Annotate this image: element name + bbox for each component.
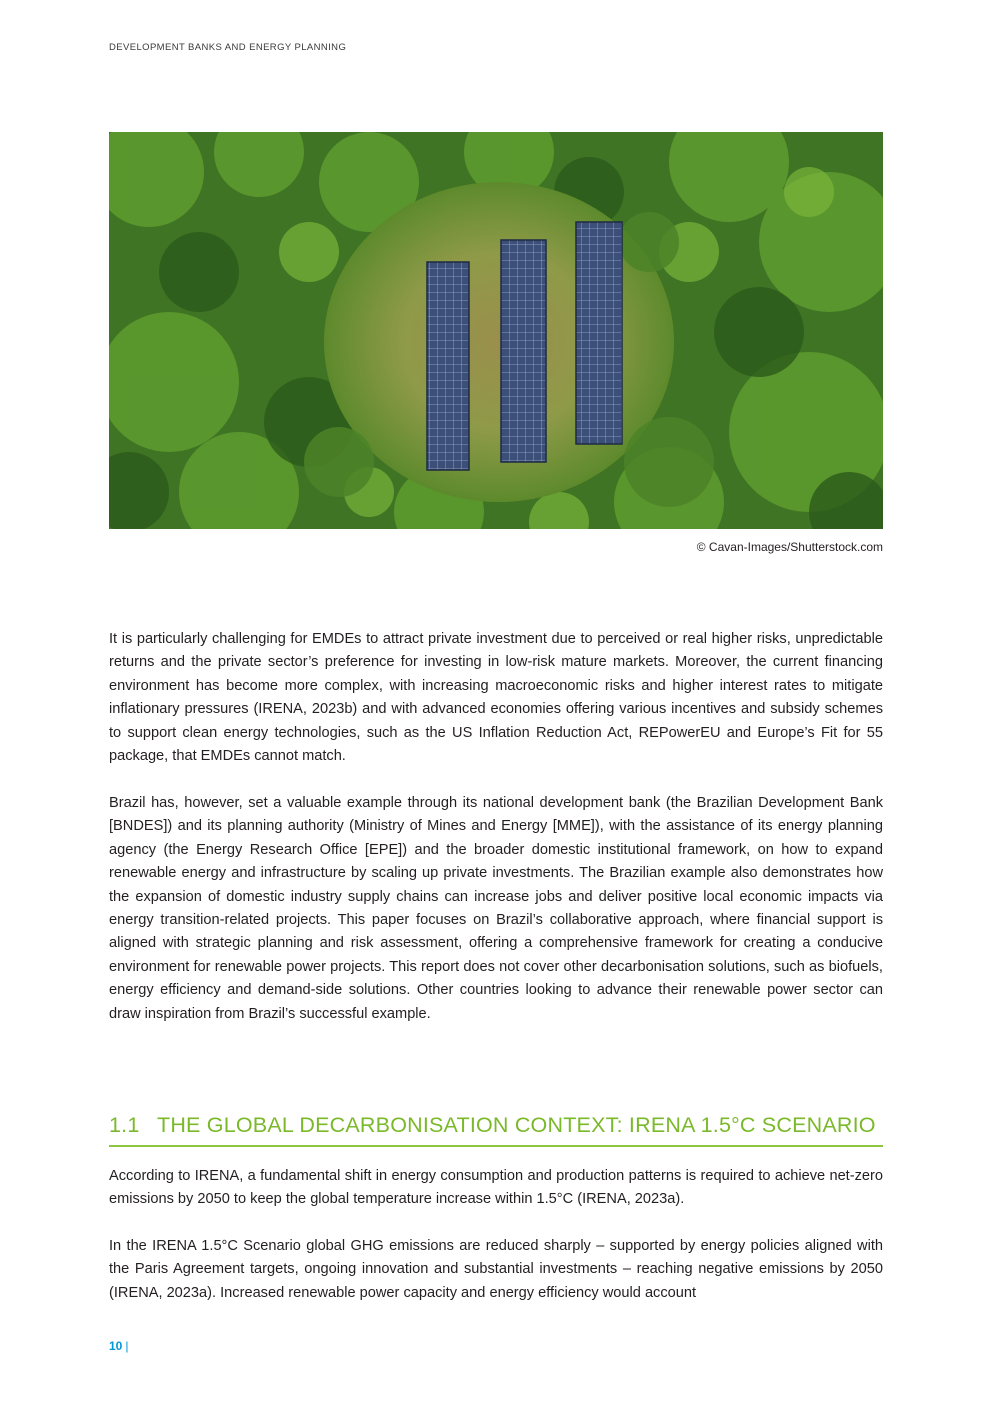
paragraph-text: Brazil has, however, set a valuable example through its national development bank (the Brazilian Development Bank [BNDES]) and its planning authority (Ministry of Mines and Energy [MME]), with the assistance of its energy planning agency (the Energy Research Office [EPE]) and the broader domestic institutional framework, on how to expand renewable energy and infrastructure by scaling up private investments. The Brazilian example also demonstrates how the expansion of domestic industry supply chains can increase jobs and deliver positive local economic impacts via energy transition-related projects. This paper focuses on Brazil’s collaborative approach, where financial support is aligned with strategic planning and risk assessment, offering a comprehensive framework for creating a conducive environment for renewable power projects. This report does not cover other decarbonisation solutions, such as biofuels, energy efficiency and demand-side solutions. Other countries looking to advance their renewable power sector can draw inspiration from Brazil’s successful example.: [109, 795, 883, 1022]
body-paragraph: [109, 628, 883, 768]
aerial-solar-panels-photo: [109, 132, 883, 529]
page-number: [109, 1339, 128, 1353]
running-header: DEVELOPMENT BANKS AND ENERGY PLANNING: [109, 42, 347, 53]
paragraph-text: According to IRENA, a fundamental shift in energy consumption and production patterns is required to achieve net-zero emissions by 2050 to keep the global temperature increase within 1.5°C (IRENA, 2023a).: [109, 1168, 883, 1208]
page-separator: |: [125, 1339, 129, 1353]
section-number: 1.1: [109, 1113, 140, 1137]
photo-credit: © Cavan-Images/Shutterstock.com: [696, 540, 883, 554]
paragraph-text: In the IRENA 1.5°C Scenario global GHG emissions are reduced sharply – supported by energy policies aligned with the Paris Agreement targets, ongoing innovation and substantial investments – reaching negative emissions by 2050 (IRENA, 2023a). Increased renewable power capacity and energy efficiency would account: [109, 1238, 883, 1301]
paragraph-text: It is particularly challenging for EMDEs to attract private investment due to perceived or real higher risks, unpredictable returns and the private sector’s preference for investing in low-risk mature markets. Moreover, the current financing environment has become more complex, with increasing macroeconomic risks and higher interest rates to mitigate inflationary pressures (IRENA, 2023b) and with advanced economies offering various incentives and subsidy schemes to support clean energy technologies, such as the US Inflation Reduction Act, REPowerEU and Europe’s Fit for 55 package, that EMDEs cannot match.: [109, 631, 883, 765]
body-paragraph: [109, 1165, 883, 1212]
section-title: THE GLOBAL DECARBONISATION CONTEXT: IRENA 1.5°C SCENARIO: [157, 1113, 876, 1137]
body-paragraph: [109, 1235, 883, 1305]
page-number-value: 10: [109, 1339, 123, 1353]
section-heading: [109, 1113, 883, 1147]
body-paragraph: [109, 792, 883, 1026]
